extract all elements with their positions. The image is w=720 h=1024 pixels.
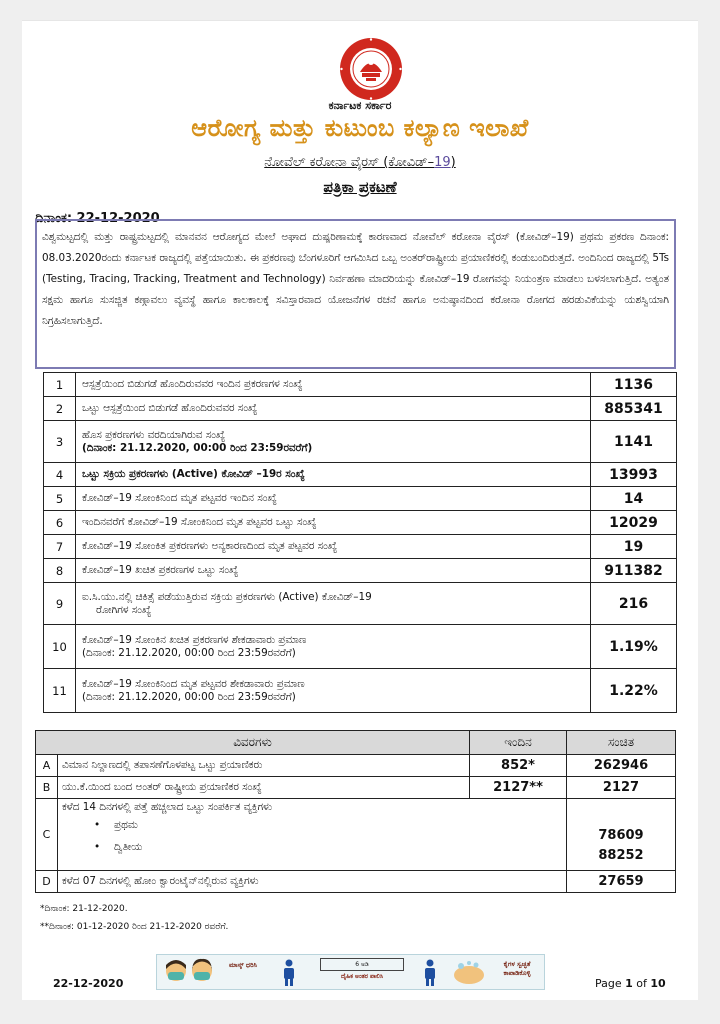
person-left-icon xyxy=(274,959,304,987)
row-description: ಒಟ್ಟು ಆಸ್ಪತ್ರೆಯಿಂದ ಬಿಡುಗಡೆ ಹೊಂದಿರುವವರ ಸಂಖ್ಯೆ xyxy=(76,397,591,421)
row-line1: ಕೋವಿಡ್–19 ಸೋಂಕಿನಿಂದ ಮೃತ ಪಟ್ಟವರ ಶೇಕಡಾವಾರು ಪ್ರಮಾಣ xyxy=(82,677,305,690)
details-header-row xyxy=(36,731,676,755)
table-row xyxy=(36,799,676,871)
row-value: 216 xyxy=(591,583,677,625)
row-description: ಕೋವಿಡ್–19 ಸೋಂಕಿತ ಪ್ರಕರಣಗಳು ಅನ್ಯಕಾರಣದಿಂದ ಮೃತ ಪಟ್ಟವರ ಸಂಖ್ಯೆ xyxy=(76,535,591,559)
footer-date: 22-12-2020 xyxy=(53,977,124,990)
row-description: ಆಸ್ಪತ್ರೆಯಿಂದ ಬಿಡುಗಡೆ ಹೊಂದಿರುವವರ ಇಂದಿನ ಪ್ರಕರಣಗಳ ಸಂಖ್ಯೆ xyxy=(76,373,591,397)
contacts-heading: ಕಳೆದ 14 ದಿನಗಳಲ್ಲಿ ಪತ್ತೆ ಹಚ್ಚಲಾದ ಒಟ್ಟು ಸಂಪರ್ಕಿತ ವ್ಯಕ್ತಿಗಳು xyxy=(62,801,273,813)
page-total: 10 xyxy=(650,977,666,990)
person-right-icon xyxy=(415,959,445,987)
row-line1: ಹೊಸ ಪ್ರಕರಣಗಳು ವರದಿಯಾಗಿರುವ ಸಂಖ್ಯೆ xyxy=(82,428,226,441)
table-row xyxy=(44,397,677,421)
row-line2: (ದಿನಾಂಕ: 21.12.2020, 00:00 ರಿಂದ 23:59ರವರೆಗೆ) xyxy=(82,441,313,454)
government-name: ಕರ್ನಾಟಕ ಸರ್ಕಾರ xyxy=(328,99,392,112)
table-row xyxy=(44,583,677,625)
table-row xyxy=(44,625,677,669)
row-today-value: 2127** xyxy=(470,777,567,799)
row-value: 19 xyxy=(591,535,677,559)
page-number xyxy=(595,977,666,990)
row-number: 7 xyxy=(44,535,76,559)
row-number: 4 xyxy=(44,463,76,487)
row-number: 9 xyxy=(44,583,76,625)
row-today-value: 852* xyxy=(470,755,567,777)
contacts-values xyxy=(567,799,676,871)
page-prefix: Page xyxy=(595,977,622,990)
press-release-label: ಪತ್ರಿಕಾ ಪ್ರಕಟಣೆ xyxy=(323,178,397,196)
page-current: 1 xyxy=(625,977,633,990)
row-value: 1.19% xyxy=(591,625,677,669)
row-number: 1 xyxy=(44,373,76,397)
table-row xyxy=(44,373,677,397)
row-value: 13993 xyxy=(591,463,677,487)
subtitle-prefix: ನೋವೆಲ್ ಕರೋನಾ ವೈರಸ್ (ಕೋವಿಡ್– xyxy=(264,155,435,170)
footnote-2: **ದಿನಾಂಕ: 01-12-2020 ರಿಂದ 21-12-2020 ರವರೆಗೆ. xyxy=(40,922,229,932)
row-number: 3 xyxy=(44,421,76,463)
row-value: 14 xyxy=(591,487,677,511)
row-line2: ರೋಗಿಗಳ ಸಂಖ್ಯೆ xyxy=(96,603,152,616)
table-row xyxy=(36,777,676,799)
row-value: 911382 xyxy=(591,559,677,583)
row-number: 8 xyxy=(44,559,76,583)
table-row xyxy=(44,463,677,487)
row-description: ಕಳೆದ 07 ದಿನಗಳಲ್ಲಿ ಹೋಂ ಕ್ವಾರಂಟೈನ್‌ನಲ್ಲಿರುವ ವ್ಯಕ್ತಿಗಳು xyxy=(58,871,567,893)
primary-contacts-value: 78609 xyxy=(598,828,644,843)
table-row xyxy=(36,755,676,777)
covid-safety-banner xyxy=(156,954,545,990)
row-letter: D xyxy=(36,871,58,893)
row-description xyxy=(58,799,567,871)
row-line2: (ದಿನಾಂಕ: 21.12.2020, 00:00 ರಿಂದ 23:59ರವರೆಗೆ) xyxy=(82,690,296,703)
intro-paragraph: ವಿಶ್ವಮಟ್ಟದಲ್ಲಿ ಮತ್ತು ರಾಷ್ಟ್ರಮಟ್ಟದಲ್ಲಿ ಮಾನವನ ಆರೋಗ್ಯದ ಮೇಲೆ ಅಘಾದ ದುಷ್ಪರಿಣಾಮಕ್ಕೆ ಕಾರಣವಾದ ನೋವೆಲ್ ಕರೋನಾ ವೈರಸ್ (ಕೋವಿಡ್–19) ಪ್ರಥಮ ಪ್ರಕರಣ ದಿನಾಂಕ: 08.03.2020ರಂದು ಕರ್ನಾಟಕ ರಾಜ್ಯದಲ್ಲಿ ಪತ್ತೆಯಾಯಿತು. ಈ ಪ್ರಕರಣವು ಬೆಂಗಳೂರಿಗೆ ಆಗಮಿಸಿದ ಒಬ್ಬ ಅಂತರ್‌ರಾಷ್ಟ್ರೀಯ ಪ್ರಯಾಣಿಕರಲ್ಲಿ ಕಂಡುಬಂದಿರುತ್ತದೆ. ಅಂದಿನಿಂದ ರಾಜ್ಯದಲ್ಲಿ 5Ts (Testing, Tracing, Tracking, Treatment and Technology) ನಿರ್ವಹಣಾ ಮಾದರಿಯನ್ನು ಕೋವಿಡ್–19 ರೋಗವನ್ನು ನಿಯಂತ್ರಣ ಮಾಡಲು ಬಳಸಲಾಗುತ್ತಿದೆ. ಅತ್ಯಂತ ಸಕ್ಷಮ ಹಾಗೂ ಸುಸಜ್ಜಿತ ಕಣ್ಗಾವಲು ವ್ಯವಸ್ಥೆ ಹಾಗೂ ಕಾಲಕಾಲಕ್ಕೆ ಸವಿಸ್ತಾರವಾದ ಯೋಜನೆಗಳ ರಚನೆ ಹಾಗೂ ಅನುಷ್ಠಾನದಿಂದ ಕರೋನಾ ರೋಗದ ಹರಡುವಿಕೆಯನ್ನು ಯಶಸ್ವಿಯಾಗಿ ನಿಗ್ರಹಿಸಲಾಗುತ್ತಿದೆ. xyxy=(35,219,676,369)
details-table xyxy=(35,730,676,893)
footnote-1: *ದಿನಾಂಕ: 21-12-2020. xyxy=(40,904,128,914)
row-description xyxy=(76,669,591,713)
table-row xyxy=(36,871,676,893)
page-of: of xyxy=(636,977,647,990)
details-column-header: ವಿವರಗಳು xyxy=(36,731,470,755)
row-description xyxy=(76,421,591,463)
table-row xyxy=(44,535,677,559)
row-number: 6 xyxy=(44,511,76,535)
row-cumulative-value: 262946 xyxy=(567,755,676,777)
row-description: ಕೋವಿಡ್–19 ಸೋಂಕಿನಿಂದ ಮೃತ ಪಟ್ಟವರ ಇಂದಿನ ಸಂಖ್ಯೆ xyxy=(76,487,591,511)
row-value: 885341 xyxy=(591,397,677,421)
subtitle xyxy=(22,155,698,170)
row-value: 12029 xyxy=(591,511,677,535)
row-number: 10 xyxy=(44,625,76,669)
row-value: 1.22% xyxy=(591,669,677,713)
hygiene-text: ಕೈಗಳ ಸ್ವಚ್ಛತೆ ಕಾಪಾಡಿಕೊಳ್ಳಿ xyxy=(503,960,531,977)
row-value: 1141 xyxy=(591,421,677,463)
secondary-contacts-value: 88252 xyxy=(598,848,644,863)
subtitle-suffix: ) xyxy=(450,155,456,170)
row-number: 2 xyxy=(44,397,76,421)
row-line1: ಐ.ಸಿ.ಯು.ನಲ್ಲಿ ಚಿಕಿತ್ಸೆ ಪಡೆಯುತ್ತಿರುವ ಸಕ್ರಿಯ ಪ್ರಕರಣಗಳು (Active) ಕೋವಿಡ್–19 xyxy=(82,590,372,603)
row-description: ಕೋವಿಡ್–19 ಖಚಿತ ಪ್ರಕರಣಗಳ ಒಟ್ಟು ಸಂಖ್ಯೆ xyxy=(76,559,591,583)
row-letter: C xyxy=(36,799,58,871)
row-line2: (ದಿನಾಂಕ: 21.12.2020, 00:00 ರಿಂದ 23:59ರವರೆಗೆ) xyxy=(82,646,296,659)
row-cumulative-value: 2127 xyxy=(567,777,676,799)
row-description xyxy=(76,583,591,625)
mask-text: ಮಾಸ್ಕ್ ಧರಿಸಿ xyxy=(229,961,257,969)
row-description xyxy=(76,625,591,669)
mask-faces-icon xyxy=(163,958,219,988)
row-description: ಇಂದಿನವರೆಗೆ ಕೋವಿಡ್–19 ಸೋಂಕಿನಿಂದ ಮೃತ ಪಟ್ಟವರ ಒಟ್ಟು ಸಂಖ್ಯೆ xyxy=(76,511,591,535)
primary-contacts-label: • ಪ್ರಥಮ xyxy=(62,814,562,836)
press-release-heading xyxy=(22,178,698,196)
row-description: ಯು.ಕೆ.ಯಿಂದ ಬಂದ ಅಂತರ್ ರಾಷ್ಟ್ರೀಯ ಪ್ರಯಾಣಿಕರ ಸಂಖ್ಯೆ xyxy=(58,777,470,799)
row-number: 5 xyxy=(44,487,76,511)
distance-value: 6 ಅಡಿ xyxy=(320,958,404,971)
today-column-header: ಇಂದಿನ xyxy=(470,731,567,755)
row-cumulative-value: 27659 xyxy=(567,871,676,893)
row-letter: B xyxy=(36,777,58,799)
press-release-page xyxy=(22,20,698,1000)
hand-wash-icon xyxy=(449,958,489,988)
table-row xyxy=(44,559,677,583)
row-description: ಒಟ್ಟು ಸಕ್ರಿಯ ಪ್ರಕರಣಗಳು (Active) ಕೋವಿಡ್ –19ರ ಸಂಖ್ಯೆ xyxy=(76,463,591,487)
table-row xyxy=(44,487,677,511)
subtitle-number: 19 xyxy=(434,155,451,170)
table-row xyxy=(44,421,677,463)
karnataka-emblem-icon xyxy=(338,36,404,102)
row-line1: ಕೋವಿಡ್–19 ಸೋಂಕಿನ ಖಚಿತ ಪ್ರಕರಣಗಳ ಶೇಕಡಾವಾರು ಪ್ರಮಾಣ xyxy=(82,633,307,646)
row-description: ವಿಮಾನ ನಿಲ್ದಾಣದಲ್ಲಿ ತಪಾಸಣೆಗೊಳಪಟ್ಟ ಒಟ್ಟು ಪ್ರಯಾಣಿಕರು xyxy=(58,755,470,777)
table-row xyxy=(44,511,677,535)
distance-text: ದೈಹಿಕ ಅಂತರ ಪಾಲಿಸಿ xyxy=(340,973,384,980)
row-number: 11 xyxy=(44,669,76,713)
secondary-contacts-label: • ದ್ವಿತೀಯ xyxy=(62,836,562,858)
table-row xyxy=(44,669,677,713)
release-date: ದಿನಾಂಕ: 22-12-2020 xyxy=(35,211,160,226)
stats-table xyxy=(43,372,677,713)
cumulative-column-header: ಸಂಚಿತ xyxy=(567,731,676,755)
row-value: 1136 xyxy=(591,373,677,397)
department-title: ಆರೋಗ್ಯ ಮತ್ತು ಕುಟುಂಬ ಕಲ್ಯಾಣ ಇಲಾಖೆ xyxy=(191,114,529,142)
row-letter: A xyxy=(36,755,58,777)
distance-indicator xyxy=(312,958,412,986)
